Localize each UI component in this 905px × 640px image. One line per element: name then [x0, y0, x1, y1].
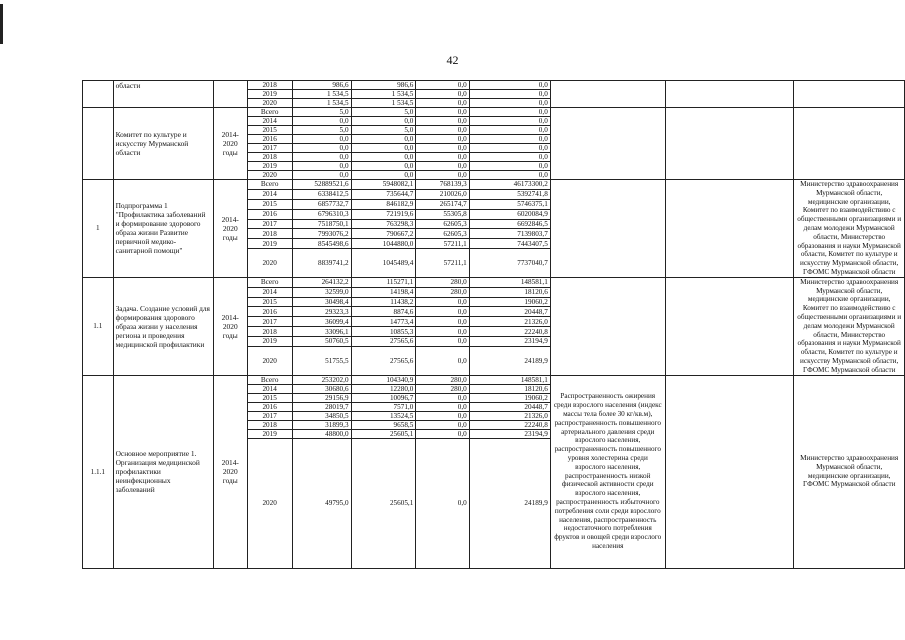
regional-budget: 9658,5 — [351, 420, 416, 429]
year: 2015 — [247, 393, 292, 402]
other-sources: 0,0 — [469, 90, 550, 99]
federal-budget: 57211,1 — [416, 239, 469, 249]
regional-budget: 115271,1 — [351, 277, 416, 287]
total-amount: 36099,4 — [292, 317, 351, 327]
year: 2020 — [247, 438, 292, 568]
federal-budget: 57211,1 — [416, 249, 469, 278]
total-amount: 6857732,7 — [292, 199, 351, 209]
other-sources: 0,0 — [469, 99, 550, 108]
regional-budget: 14198,4 — [351, 287, 416, 297]
year: 2017 — [247, 317, 292, 327]
total-amount: 29323,3 — [292, 307, 351, 317]
row-number — [83, 108, 114, 180]
sub1-row — [83, 180, 905, 190]
other-sources: 0,0 — [469, 81, 550, 90]
regional-budget: 1044880,0 — [351, 239, 416, 249]
federal-budget: 0,0 — [416, 99, 469, 108]
total-amount: 0,0 — [292, 162, 351, 171]
year: 2015 — [247, 199, 292, 209]
other-sources: 24189,9 — [469, 438, 550, 568]
other-sources: 7139803,7 — [469, 229, 550, 239]
year: 2019 — [247, 337, 292, 347]
total-amount: 0,0 — [292, 117, 351, 126]
other-sources: 7443407,5 — [469, 239, 550, 249]
regional-budget: 5,0 — [351, 108, 416, 117]
measure-name: области — [113, 81, 213, 108]
other-sources: 46173300,2 — [469, 180, 550, 190]
other-sources: 7737040,7 — [469, 249, 550, 278]
total-amount: 6796310,3 — [292, 209, 351, 219]
total-amount: 253202,0 — [292, 375, 351, 384]
federal-budget: 0,0 — [416, 297, 469, 307]
cont-row — [83, 81, 905, 90]
regional-budget: 7571,0 — [351, 402, 416, 411]
other-sources: 20448,7 — [469, 402, 550, 411]
other-sources: 5746375,1 — [469, 199, 550, 209]
federal-budget: 0,0 — [416, 393, 469, 402]
regional-budget: 25605,1 — [351, 438, 416, 568]
year: Всего — [247, 180, 292, 190]
indicators — [550, 180, 665, 278]
federal-budget: 0,0 — [416, 420, 469, 429]
indicator-values — [665, 277, 794, 375]
federal-budget: 0,0 — [416, 117, 469, 126]
regional-budget: 104340,9 — [351, 375, 416, 384]
year: 2020 — [247, 171, 292, 180]
period: 2014-2020 годы — [213, 277, 247, 375]
year: 2018 — [247, 229, 292, 239]
culture-row — [83, 108, 905, 117]
federal-budget: 62605,3 — [416, 219, 469, 229]
year: 2018 — [247, 81, 292, 90]
row-number: 1.1 — [83, 277, 114, 375]
federal-budget: 280,0 — [416, 287, 469, 297]
year: 2020 — [247, 99, 292, 108]
other-sources: 21326,0 — [469, 317, 550, 327]
total-amount: 0,0 — [292, 144, 351, 153]
regional-budget: 1045489,4 — [351, 249, 416, 278]
indicators — [550, 277, 665, 375]
regional-budget: 0,0 — [351, 171, 416, 180]
other-sources: 0,0 — [469, 135, 550, 144]
total-amount: 7993076,2 — [292, 229, 351, 239]
other-sources: 6020084,9 — [469, 209, 550, 219]
federal-budget: 768139,3 — [416, 180, 469, 190]
other-sources: 23194,9 — [469, 429, 550, 438]
period — [213, 81, 247, 108]
other-sources: 0,0 — [469, 153, 550, 162]
measure-name: Задача. Создание условий для формирования здорового образа жизни у населения региона и проведения медицинской профилактики — [113, 277, 213, 375]
other-sources: 0,0 — [469, 171, 550, 180]
federal-budget: 0,0 — [416, 438, 469, 568]
other-sources: 19060,2 — [469, 393, 550, 402]
regional-budget: 5948082,1 — [351, 180, 416, 190]
program-funding-table — [82, 80, 905, 569]
total-amount: 51755,5 — [292, 346, 351, 375]
other-sources: 0,0 — [469, 144, 550, 153]
year: 2019 — [247, 429, 292, 438]
year: 2015 — [247, 297, 292, 307]
total-amount: 8839741,2 — [292, 249, 351, 278]
scan-edge-mark — [0, 4, 3, 44]
total-amount: 50760,5 — [292, 337, 351, 347]
other-sources: 0,0 — [469, 162, 550, 171]
year: 2019 — [247, 162, 292, 171]
year: 2016 — [247, 135, 292, 144]
total-amount: 30498,4 — [292, 297, 351, 307]
year: 2017 — [247, 411, 292, 420]
year: 2014 — [247, 189, 292, 199]
indicator-values — [665, 180, 794, 278]
total-amount: 33096,1 — [292, 327, 351, 337]
regional-budget: 14773,4 — [351, 317, 416, 327]
regional-budget: 763298,3 — [351, 219, 416, 229]
total-amount: 0,0 — [292, 153, 351, 162]
federal-budget: 0,0 — [416, 327, 469, 337]
total-amount: 32599,0 — [292, 287, 351, 297]
regional-budget: 790667,2 — [351, 229, 416, 239]
federal-budget: 0,0 — [416, 144, 469, 153]
total-amount: 0,0 — [292, 135, 351, 144]
measure-name: Комитет по культуре и искусству Мурманской области — [113, 108, 213, 180]
regional-budget: 8874,6 — [351, 307, 416, 317]
period: 2014-2020 годы — [213, 180, 247, 278]
total-amount: 7518750,1 — [292, 219, 351, 229]
executors: Министерство здравоохранения Мурманской области, медицинские организации, Комитет по взаимодействию с общественными организациями и делам молодежи Мурманской области, Министерство образования и науки Мурманской области, Комитет по культуре и искусству Мурманской области, ГФОМС Мурманской области — [794, 277, 905, 375]
federal-budget: 0,0 — [416, 162, 469, 171]
regional-budget: 5,0 — [351, 126, 416, 135]
regional-budget: 1 534,5 — [351, 99, 416, 108]
year: 2015 — [247, 126, 292, 135]
year: 2020 — [247, 249, 292, 278]
year: 2014 — [247, 384, 292, 393]
year: Всего — [247, 375, 292, 384]
regional-budget: 10855,3 — [351, 327, 416, 337]
federal-budget: 0,0 — [416, 429, 469, 438]
year: 2018 — [247, 327, 292, 337]
total-amount: 5,0 — [292, 108, 351, 117]
year: 2016 — [247, 307, 292, 317]
total-amount: 30680,6 — [292, 384, 351, 393]
other-sources: 20448,7 — [469, 307, 550, 317]
other-sources: 24189,9 — [469, 346, 550, 375]
indicator-values — [665, 108, 794, 180]
total-amount: 6338412,5 — [292, 189, 351, 199]
regional-budget: 12280,0 — [351, 384, 416, 393]
regional-budget: 11438,2 — [351, 297, 416, 307]
page-number: 42 — [446, 53, 459, 67]
other-sources: 148581,1 — [469, 277, 550, 287]
federal-budget: 0,0 — [416, 402, 469, 411]
year: 2018 — [247, 153, 292, 162]
period: 2014-2020 годы — [213, 108, 247, 180]
total-amount: 28019,7 — [292, 402, 351, 411]
other-sources: 21326,0 — [469, 411, 550, 420]
year: 2017 — [247, 219, 292, 229]
executors — [794, 108, 905, 180]
indicators — [550, 81, 665, 108]
period: 2014-2020 годы — [213, 375, 247, 568]
regional-budget: 10096,7 — [351, 393, 416, 402]
executors: Министерство здравоохранения Мурманской области, медицинские организации, Комитет по взаимодействию с общественными организациями и делам молодежи Мурманской области, Министерство образования и науки Мурманской области, Комитет по культуре и искусству Мурманской области, ГФОМС Мурманской области — [794, 180, 905, 278]
total-amount: 986,6 — [292, 81, 351, 90]
total-amount: 264132,2 — [292, 277, 351, 287]
event111-row — [83, 375, 905, 384]
executors — [794, 81, 905, 108]
federal-budget: 0,0 — [416, 307, 469, 317]
indicators — [550, 108, 665, 180]
year: 2014 — [247, 287, 292, 297]
other-sources: 22240,8 — [469, 420, 550, 429]
federal-budget: 280,0 — [416, 375, 469, 384]
year: 2016 — [247, 209, 292, 219]
federal-budget: 280,0 — [416, 384, 469, 393]
regional-budget: 27565,6 — [351, 337, 416, 347]
federal-budget: 62605,3 — [416, 229, 469, 239]
total-amount: 5,0 — [292, 126, 351, 135]
federal-budget: 0,0 — [416, 135, 469, 144]
total-amount: 49795,0 — [292, 438, 351, 568]
row-number: 1 — [83, 180, 114, 278]
federal-budget: 0,0 — [416, 81, 469, 90]
total-amount: 0,0 — [292, 171, 351, 180]
regional-budget: 27565,6 — [351, 346, 416, 375]
year: Всего — [247, 108, 292, 117]
other-sources: 18120,6 — [469, 384, 550, 393]
executors: Министерство здравоохранения Мурманской области, медицинские организации, ГФОМС Мурманской области — [794, 375, 905, 568]
measure-name: Подпрограмма 1 "Профилактика заболеваний и формирование здорового образа жизни Развитие первичной медико-санитарной помощи" — [113, 180, 213, 278]
other-sources: 0,0 — [469, 108, 550, 117]
regional-budget: 1 534,5 — [351, 90, 416, 99]
year: 2020 — [247, 346, 292, 375]
federal-budget: 0,0 — [416, 346, 469, 375]
federal-budget: 0,0 — [416, 411, 469, 420]
regional-budget: 735644,7 — [351, 189, 416, 199]
other-sources: 19060,2 — [469, 297, 550, 307]
federal-budget: 55305,8 — [416, 209, 469, 219]
row-number — [83, 81, 114, 108]
federal-budget: 0,0 — [416, 90, 469, 99]
other-sources: 6692846,5 — [469, 219, 550, 229]
year: 2017 — [247, 144, 292, 153]
total-amount: 52889521,6 — [292, 180, 351, 190]
federal-budget: 0,0 — [416, 171, 469, 180]
total-amount: 29156,9 — [292, 393, 351, 402]
row-number: 1.1.1 — [83, 375, 114, 568]
regional-budget: 0,0 — [351, 162, 416, 171]
year: Всего — [247, 277, 292, 287]
federal-budget: 0,0 — [416, 337, 469, 347]
federal-budget: 0,0 — [416, 317, 469, 327]
total-amount: 34850,5 — [292, 411, 351, 420]
year: 2018 — [247, 420, 292, 429]
measure-name: Основное мероприятие 1. Организация медицинской профилактики неинфекционных заболеваний — [113, 375, 213, 568]
total-amount: 1 534,5 — [292, 99, 351, 108]
regional-budget: 986,6 — [351, 81, 416, 90]
year: 2019 — [247, 239, 292, 249]
regional-budget: 0,0 — [351, 153, 416, 162]
federal-budget: 280,0 — [416, 277, 469, 287]
indicators: Распространенность ожирения среди взрослого населения (индекс массы тела более 30 кг/кв.м), распространенность повышенного артериального давления среди взрослого населения, распространенность повышенного уровня холестерина среди взрослого населения, распространенность низкой физической активности среди взрослого населения, распространенность избыточного потребления соли среди взрослого населения, распространенность недостаточного потребления фруктов и овощей среди взрослого населения — [550, 375, 665, 568]
indicator-values — [665, 81, 794, 108]
regional-budget: 721919,6 — [351, 209, 416, 219]
other-sources: 0,0 — [469, 126, 550, 135]
indicator-values — [665, 375, 794, 568]
other-sources: 18120,6 — [469, 287, 550, 297]
year: 2019 — [247, 90, 292, 99]
total-amount: 8545498,6 — [292, 239, 351, 249]
regional-budget: 0,0 — [351, 135, 416, 144]
year: 2014 — [247, 117, 292, 126]
task11-row — [83, 277, 905, 287]
other-sources: 0,0 — [469, 117, 550, 126]
federal-budget: 0,0 — [416, 153, 469, 162]
regional-budget: 13524,5 — [351, 411, 416, 420]
other-sources: 148581,1 — [469, 375, 550, 384]
regional-budget: 846182,9 — [351, 199, 416, 209]
federal-budget: 0,0 — [416, 126, 469, 135]
other-sources: 5392741,8 — [469, 189, 550, 199]
federal-budget: 210026,0 — [416, 189, 469, 199]
regional-budget: 0,0 — [351, 144, 416, 153]
federal-budget: 0,0 — [416, 108, 469, 117]
other-sources: 22240,8 — [469, 327, 550, 337]
total-amount: 31899,3 — [292, 420, 351, 429]
regional-budget: 0,0 — [351, 117, 416, 126]
total-amount: 1 534,5 — [292, 90, 351, 99]
regional-budget: 25605,1 — [351, 429, 416, 438]
federal-budget: 265174,7 — [416, 199, 469, 209]
other-sources: 23194,9 — [469, 337, 550, 347]
total-amount: 48800,0 — [292, 429, 351, 438]
year: 2016 — [247, 402, 292, 411]
